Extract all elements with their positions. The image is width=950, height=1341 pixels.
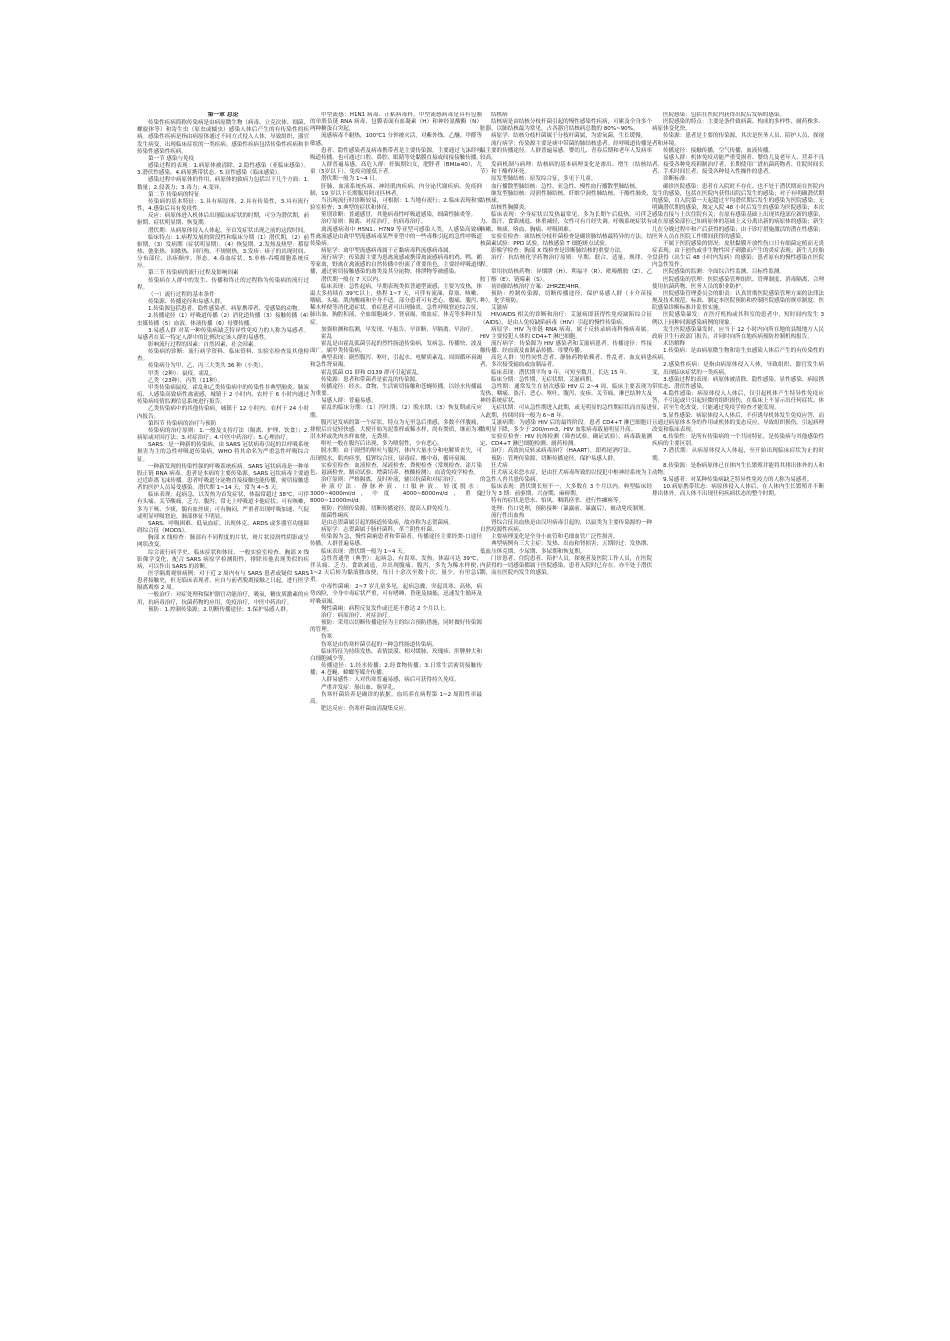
paragraph: 当出现流行时诊断较易，可根据：1.当地有流行；2.临床表现和实验室检查；3.典型的症状和体征。 xyxy=(310,197,482,212)
paragraph: 结核病是由结核分枝杆菌引起的慢性感染性疾病，可累及全身多个脏器，以肺结核最为常见，占各器官结核病总数的 80%~90%。 xyxy=(480,119,652,133)
paragraph: 感染过程的表现：1.病原体被清除。2.隐性感染（亚临床感染）。3.潜伏性感染。4.病原携带状态。5.显性感染（临床感染）。 xyxy=(137,163,309,177)
paragraph: 处理：伤口处理，预防接种（暴露前、暴露后），被动免疫制剂。 xyxy=(491,505,649,512)
column-1-paragraphs xyxy=(137,120,309,614)
paragraph: 1.传染病：是由病原微生物和寄生虫感染人体后产生的有传染性的疾病。 xyxy=(652,348,824,362)
paragraph: 临床表现：起病急，以发热为首发症状，体温常超过 38℃，可伴有头痛、关节酸痛、乏力、腹泻；常无上呼吸道卡他症状；可有咳嗽，多为干咳、少痰，偶有血丝痰；可有胸闷，严重者出现呼吸加速、气促或明显呼吸窘迫。肺部体征不明显。 xyxy=(137,492,309,520)
paragraph: 胸部 X 线检查：肺部有不同程度的片状、斑片状浸润性阴影或呈网状改变。 xyxy=(137,535,309,549)
paragraph: 急性普通型（典型）：起病急，有畏寒、发热，体温可达 39℃，伴头痛、乏力、食欲减退，并出现腹痛、腹泻，多先为稀水样便，1~2 天后转为黏液脓血便，每日十余次至数十次，量少，有里急后重。 xyxy=(310,555,482,584)
paragraph: 流行性出血热 xyxy=(491,512,525,519)
paragraph: 禽流感病毒中 H5N1、H7N9 等亚型可感染人类，人感染高致病性禽流感是由禽甲型流感病毒某些亚型中的一些毒株引起的急性呼吸道传染病。 xyxy=(310,226,482,247)
paragraph: 急性期：通常发生在初次感染 HIV 后 2~4 周，临床主要表现为发热、咽痛、盗汗、恶心、呕吐、腹泻、皮疹、关节痛、淋巴结肿大及神经系统症状。 xyxy=(480,383,652,405)
paragraph: 临床表现：潜伏期平均 9 年，可短至数月，长达 15 年。 xyxy=(491,369,631,376)
paragraph: 治疗原则：隔离、对症治疗，抗病毒治疗。 xyxy=(321,219,427,226)
paragraph: 乙类（23种），丙类（11种）。 xyxy=(148,377,223,384)
paragraph: 治疗原则：严格隔离，及时补液，辅以抗菌和对症治疗。 xyxy=(321,476,460,483)
paragraph: 易感人群：机体免疫功能严重受损者、婴幼儿及老年人、营养不良者、接受各种免疫抑制治疗者、长期使用广谱抗菌药物者、住院时间长者、手术时间长者、接受各种侵入性操作的患者。 xyxy=(652,154,824,176)
paragraph: 中毒性菌痢：2~7 岁儿童多见，起病急骤，突起畏寒、高热，病势凶险，全身中毒症状严重，可有嗜睡、昏迷及抽搐，迅速发生循环及呼吸衰竭。 xyxy=(310,584,482,605)
paragraph: 肥达反应：伤寒杆菌血清凝集反应。 xyxy=(321,705,410,712)
paragraph: 霍乱的临床分期：（1）泻吐期；（2）脱水期；（3）恢复期或反应期。 xyxy=(310,405,482,419)
paragraph: 影像学检查：胸部 X 线检查是诊断肺结核的重要方法。 xyxy=(491,247,626,254)
paragraph: 感染过程中病原体的作用，病原体的致病力包括以下几个方面：1.数量；2.侵袭力；3.毒力；4.变异。 xyxy=(137,177,309,191)
paragraph: 严重并发症：肠出血、肠穿孔。 xyxy=(321,684,399,691)
paragraph: 医院感染暴发：在医疗机构或其科室的患者中，短时间内发生 3 例以上同种同源感染病例的现象。 xyxy=(652,312,824,326)
paragraph: 临床表现：急性起病，早期表现类似普通型流感，主要为发热，体温大多持续在 39℃以上，热程 1~7 天，可伴有流涕、鼻塞、咳嗽、咽痛、头痛、肌肉酸痛和全身不适。部分患者可有恶心、腹痛、腹泻、稀水样便等消化道症状。重症患者可出现肺炎、急性呼吸窘迫综合征、肺出血、胸腔积液、全血细胞减少、肾衰竭、败血症、休克等多种并发症。 xyxy=(310,283,482,326)
paragraph: 典型病例有三大主症：发热、出血和肾损害；五期经过：发热期、低血压休克期、少尿期、多尿期和恢复期。 xyxy=(480,541,652,555)
paragraph: 初治肺结核治疗方案：2HRZE/4HR。 xyxy=(491,283,585,290)
paragraph: 腹泻是发病的第一个症状，特点为无里急后重感，多数不伴腹痛，排便后自觉轻快感。大便开始为泥浆样或稀水样，尚有粪质，继而为米泔水样或洗肉水样血便，无粪质。 xyxy=(310,419,482,441)
paragraph: 第二节 传染病的特征 xyxy=(148,191,200,198)
paragraph: 传染病在人群中的发生、传播和终止的过程称为传染病的流行过程。 xyxy=(137,277,309,291)
paragraph: 医院感染管理委员会的职责：认真贯彻医院感染管理方面的法律法规及技术规范、标准，制定本医院预防和控制医院感染的规章制度、医院感染诊断标准并监督实施。 xyxy=(652,290,824,312)
paragraph: 临床特征为持续发热、表情淡漠、相对缓脉、玫瑰疹、肝脾肿大和白细胞减少等。 xyxy=(310,648,482,662)
paragraph: 治疗：病原治疗、对症治疗。 xyxy=(321,612,394,619)
paragraph: 霍乱是由霍乱弧菌引起的烈性肠道传染病，发病急、传播快、波及面广，属甲类传染病。 xyxy=(310,341,482,355)
paragraph: 传染源为急、慢性菌痢患者和带菌者。传播途径主要经粪-口途径传播。人群普遍易感。 xyxy=(310,534,482,548)
paragraph: 传染病分为甲、乙、丙三大类共 36 种（小类）。 xyxy=(148,363,267,370)
paragraph: 高危人群：男性同性恋者、静脉药物依赖者、性乱者、血友病患者、多次接受输血或血制品者。 xyxy=(480,355,652,369)
paragraph: 流行病学：传染源主要是痰中带菌的肺结核患者。经呼吸道传播是最主要的传播途径。人群普遍易感。婴幼儿、青春后期和老年人发病率较高。 xyxy=(480,140,652,161)
paragraph: 6.传染性：是所有传染病的一个共同特征，是传染病与其他感染性疾病的主要区别。 xyxy=(652,434,824,448)
paragraph: 人群普遍易感。高危人群：妊娠期妇女，肥胖者（BMI≥40），儿童（5岁以下），免疫功能低下者。 xyxy=(310,162,482,176)
paragraph: 狂犬病又名恐水症，是由狂犬病毒所致的以侵犯中枢神经系统为主的急性人兽共患传染病。 xyxy=(480,469,652,483)
paragraph: 常用抗结核药物：异烟肼（H）、利福平（R）、吡嗪酰胺（Z）、乙胺丁醇（E）、链霉素（S）。 xyxy=(480,269,652,283)
paragraph: （一）流行过程的基本条件 xyxy=(148,291,215,298)
paragraph: 临床表现：全身症状以发热最常见，多为长期午后低热，可伴乏力、盗汗、食欲减退、体重减轻，女性可有月经失调。呼吸系统症状有咳嗽、咳痰、咯血、胸痛、呼吸困难。 xyxy=(480,212,652,233)
paragraph: 传染源：患者和带菌者是霍乱的传染源。 xyxy=(321,376,421,383)
paragraph: 医院感染：包括在医院内获得出院后发病的感染。 xyxy=(663,112,785,118)
paragraph: 1.传染源包括患者、隐性感染者、病原携带者、受感染的动物。 xyxy=(148,306,303,313)
paragraph: 3.易感人群 对某一种传染病缺乏特异性免疫力的人称为易感者。易感者在某一特定人群中的比例决定该人群的易感性。 xyxy=(137,327,309,341)
paragraph: 治疗：高效抗反转录病毒治疗（HAART），即鸡尾酒疗法。 xyxy=(491,448,635,455)
paragraph: 5.显性感染：病原体侵入人体后，不但诱导机体发生免疫应答，而且通过病原体本身的作用或机体的变态反应，导致组织损伤，引起病理改变和临床表现。 xyxy=(652,412,824,433)
paragraph: 慢性菌痢：病程反复发作或迁延不愈达 2 个月以上。 xyxy=(321,605,450,612)
paragraph: 传播途径：经水、食物、生活密切接触和苍蝇传播，以经水传播最为重要。 xyxy=(310,383,482,398)
paragraph: HIV/AIDS 相关的诊断和治疗：艾滋病即获得性免疫缺陷综合征（AIDS），是由人免疫缺陷病毒（HIV）引起的慢性传染病。 xyxy=(480,312,652,326)
paragraph: 第四节 传染病的治疗与预防 xyxy=(148,420,217,427)
paragraph: 病原学：结核分枝杆菌属于分枝杆菌属，为需氧菌，生长缓慢。 xyxy=(491,133,647,140)
paragraph: 一般治疗：对症处理和保护器官功能治疗，吸氧，糖皮质激素的应用，抗病毒治疗，抗菌药物的应用，免疫治疗，中医中药治疗。 xyxy=(137,592,309,606)
paragraph: 医院感染的特点：主要是条件致病菌、构成的多样性、耐药株多、病原体变化快。 xyxy=(652,119,824,133)
paragraph: 潜伏期一般为 1~4 日。 xyxy=(321,176,381,183)
paragraph: 主要病理变化是全身小血管和毛细血管广泛性损害。 xyxy=(491,534,619,541)
paragraph: 结核病 xyxy=(491,112,508,118)
paragraph: 结核性胸膜炎。 xyxy=(491,205,530,212)
paragraph: 病原学：志贺菌属于肠杆菌科，革兰阴性杆菌。 xyxy=(321,527,438,534)
paragraph: 狂犬病 xyxy=(491,462,508,469)
paragraph: 细菌性痢疾 xyxy=(321,512,349,519)
paragraph: 影响流行过程的因素：自然因素、社会因素。 xyxy=(148,342,259,348)
paragraph: 发病机制与病理：结核病的基本病理变化是渗出、增生（结核结节）和干酪样坏死。 xyxy=(480,162,652,176)
paragraph: 门诊患者、住院患者、陪护人员，探视者及医院工作人员，在医院内获得的一切感染都属于医院感染，患者入院时已存在、亦不处于潜伏期，而在医院内发生的感染。 xyxy=(480,555,652,576)
paragraph: 一种新发现的传染性强的呼吸系统疾病。SARS 冠状病毒是一种单股正链 RNA 病毒。患者是本病的主要传染源。SARS 冠状病毒主要通过近距离飞沫传播。患者呼吸道分泌物直接接触也能传播，密切接触患者的医护人员易受感染。潜伏期 1~14 天，常为 4~5 天。 xyxy=(137,463,309,492)
paragraph: 临床表现：潜伏期长短不一，大多数在 3 个月以内。典型临床经过分为 3 期：前驱期、兴奋期、麻痹期。 xyxy=(480,484,652,498)
paragraph: SARS、呼吸困难、低氧血症、出现休克、ARDS 或多器官功能障碍综合征（MODS）。 xyxy=(137,520,309,535)
paragraph: 是由志贺菌属引起的肠道传染病，故亦称为志贺菌病。 xyxy=(321,519,455,526)
paragraph: 医学隔离观察病例：对于近 2 周内有与 SARS 患者或疑似 SARS 患者接触史，但无临床表现者，应自与前者脱离接触之日起，进行医学隔离观察 2 周。 xyxy=(137,571,309,592)
paragraph: 病原学：禽甲型流感病毒属于正黏病毒科流感病毒属。 xyxy=(321,247,455,254)
paragraph: 第三节 传染病的流行过程及影响因素 xyxy=(148,270,239,277)
text-column-2 xyxy=(310,112,482,1182)
text-column-4 xyxy=(652,112,824,1182)
paragraph: 甲类（2种）：鼠疫、霍乱。 xyxy=(148,370,216,377)
chapter-title: 第一章 总论 xyxy=(207,112,239,118)
paragraph: 传染源、传播途径和易感人群。 xyxy=(148,299,226,306)
paragraph: 霍乱弧菌 O1 群和 O139 群可引起霍乱。 xyxy=(321,369,423,376)
paragraph: 传染病的诊断：流行病学资料、临床资料、实验室检查及其他检查。 xyxy=(137,349,309,363)
paragraph: 典型表现：剧烈腹泻、呕吐，引起水、电解质紊乱、周围循环衰竭和急性肾衰竭。 xyxy=(310,355,482,369)
paragraph: 临床分期：急性期、无症状期、艾滋病期。 xyxy=(491,376,597,383)
paragraph: 临床特点：1.病程发展的阶段性和临床分期（1）潜伏期，（2）前驱期，（3）发病期（症状明显期），（4）恢复期。2.发热及热型：稽留热、弛张热、间歇热、回归热、不规则热。3.发疹：疹子的出现时间、分布部位、出疹顺序、形态。4.毒血症状。5.单核-吞噬细胞系统反应。 xyxy=(137,234,309,270)
paragraph: 肝肺、血液系统疾病、神经肌肉疾病、内分泌代谢疾病、免疫抑制、19 岁以下长期服用阿司匹林者。 xyxy=(310,183,482,197)
paragraph: 医院感染的监测：全面综合性监测、目标性监测。 xyxy=(663,269,785,276)
paragraph: 乙类传染病中的其他传染病，城镇于 12 小时内、农村于 24 小时内报告。 xyxy=(137,406,309,420)
paragraph: 脱水期：由于剧烈的呕吐与腹泻，体内大量水分和电解质丧失，可出现脱水，肌肉痉挛，低钾综合征，尿毒症、酸中毒，循环衰竭。 xyxy=(310,448,482,462)
paragraph: 特有的症状是恐水、怕风、咽肌痉挛、进行性瘫痪等。 xyxy=(491,498,625,505)
paragraph: 实验室检查：血液检查、尿液检查、粪便检查（常规检查、涂片染色、悬滴检查、制动试验、增菌培养、核酸检测）、血清免疫学检查。 xyxy=(310,462,482,476)
paragraph: 伤寒 xyxy=(321,634,333,641)
paragraph: 传染性疾病简称传染病是由病原微生物（病毒、立克次体、细菌、螺旋体等）和寄生虫（原虫或蠕虫）感染人体后产生的有传染性的疾病。感染性疾病是指由病原体通过不同方式侵入人体，导致组织、器官发生病变，出现临床症状的一类疾病。感染性疾病包括传染性疾病和非传染性感染性疾病。 xyxy=(137,120,309,155)
text-column-1 xyxy=(137,112,309,1182)
paragraph: 7.潜伏期：从病原体侵入人体起，至开始出现临床症状为止的时期。 xyxy=(652,448,824,462)
paragraph: 艾滋病期：为感染 HIV 后的最终阶段。患者 CD4+T 淋巴细胞计数明显下降，多少于 200/mm3，HIV 血浆病毒载量明显升高。 xyxy=(480,419,652,433)
paragraph: 继发型肺结核：浸润性肺结核、纤维空洞性肺结核、干酪性肺炎、结核球。 xyxy=(480,190,652,204)
paragraph: 易感人群：普遍易感。 xyxy=(321,398,377,405)
paragraph: 预防：1.控制传染源；2.切断传播途径；3.保护易感人群。 xyxy=(148,606,292,613)
paragraph: 8.传染源：是指病原体已在体内生长繁殖并能将其排出体外的人和动物。 xyxy=(652,462,824,476)
paragraph: 2.传播途径（1）呼吸道传播（2）消化道传播（3）接触传播（4）虫媒传播（5）血液、体液传播（6）母婴传播。 xyxy=(137,313,309,327)
column-3-paragraphs xyxy=(480,112,652,577)
paragraph: 传播途径：接触传播，空气传播，血液传播。 xyxy=(663,147,774,154)
paragraph: 不属于医院感染的情况：皮肤黏膜开放性伤口只有细菌定植而无炎症表现；由于创伤或非生物性因子刺激而产生的炎症表现；新生儿经胎盘获得（出生后 48 小时内发病）的感染；患者原有的慢性感染在医院内急性发作。 xyxy=(652,240,824,269)
paragraph: 加强检测和监测，早发现、早报告、早诊断、早隔离、早治疗。 xyxy=(321,326,477,333)
column-4-paragraphs xyxy=(652,112,824,498)
paragraph: 预防：采用以切断传播途径为主的综合预防措施，同时做好传染源的管理。 xyxy=(310,620,482,634)
paragraph: 第一节 感染与免疫 xyxy=(148,155,195,162)
paragraph: 9.易感者：对某种传染病缺乏特异性免疫力的人称为易感者。 xyxy=(663,476,813,483)
paragraph: 甲型流感：H1N1 病毒、正粘病毒科，甲型流感病毒是具有包膜的单股负链 RNA 病毒，包膜表面有血凝素（H）和神经氨酸酶（N）两种糖蛋白突起。 xyxy=(310,112,482,133)
paragraph: 潜伏期一般在 7 天以内。 xyxy=(321,276,384,283)
paragraph: 艾滋病 xyxy=(491,305,508,312)
paragraph: 传染病的治疗原则：1.一般及支持疗法（隔离、护理、饮食）；2.病原或对因疗法；3.对症治疗；4.中医中药治疗；5.心理治疗。 xyxy=(137,427,309,442)
paragraph: 临床表现：潜伏期一般为 1~4 天。 xyxy=(321,548,409,555)
paragraph: 人群易感性：人对伤寒普遍易感，病后可获得持久免疫。 xyxy=(321,677,460,684)
paragraph: 2.感染性疾病：是指由病原体侵入人体，导致组织、器官发生病变，出现临床症状的一类疾病。 xyxy=(652,362,824,376)
paragraph: 4.隐性感染：病原体侵入人体后，仅引起机体产生特异性免疫应答，不引起或只引起轻微的组织损伤，在临床上不显示出任何症状、体征，甚至生化改变，只能通过免疫学检查才能发现。 xyxy=(652,391,824,412)
paragraph: 确诊医院感染：患者在入院时不存在、也不处于潜伏期而在医院内发生的感染，包括在医院内获得出院后发生的感染；对于有明确潜伏期的感染，自入院第一天起超过平均潜伏期后发生的感染为医院感染；无明确潜伏期的感染，规定入院 48 小时后发生的感染为医院感染；本次感染直接与上次住院有关；在原有感染基础上出现其他部位新的感染，或在原感染部位已知病原体的基础上又分离出新的病原体的感染；新生儿在分娩过程中和产后获得的感染；由于诊疗措施激活的潜在性感染；医务人员在医院工作期间获得的感染。 xyxy=(652,183,824,240)
paragraph: 肾综合征出血热是由汉坦病毒引起的，以鼠类为主要传染源的一种自然疫源性疾病。 xyxy=(480,519,652,534)
paragraph: 原发型肺结核：原发综合征，多见于儿童。 xyxy=(491,176,597,183)
paragraph: 实验室检查：HIV 抗体检测（筛查试验、确证试验）、病毒载量测定、CD4+T 淋巴细胞检测、耐药检测。 xyxy=(480,434,652,448)
paragraph: 预防：控制传染源，切断传播途径，保护易感人群（卡介苗接种），化学预防。 xyxy=(480,290,652,305)
text-column-3 xyxy=(480,112,652,1182)
paragraph: 呕吐一般在腹泻后出现，多为喷射性，少有恶心。 xyxy=(321,441,443,448)
paragraph: 反应：病原体进入机体后出现临床症状的时期，可分为潜伏期、前驱期、症状明显期、恢复期。 xyxy=(137,213,309,227)
paragraph: 患者、隐性感染者及病毒携带者是主要传染源。主要通过飞沫经呼吸道传播，也可通过口腔、鼻腔、眼睛等处黏膜直接或间接接触传播。 xyxy=(310,147,482,161)
paragraph: 无症状期：可从急性期进入此期，或无明显的急性期症状而直接进入此期，持续时间一般为 6~8 年。 xyxy=(480,405,652,419)
paragraph: 伤寒是由伤寒杆菌引起的一种急性肠道传染病。 xyxy=(321,641,438,648)
paragraph: 血行播散型肺结核：急性、亚急性、慢性血行播散型肺结核。 xyxy=(491,183,641,190)
paragraph: 3.感染过程的表现：病原体被清除、隐性感染、显性感染、病原携带状态、潜伏性感染。 xyxy=(652,376,824,390)
paragraph: SARS：是一种新的传染病，由 SARS 冠状病毒引起的以呼吸系统损害为主的急性呼吸道传染病，WHO 将其命名为严重急性呼吸综合征。 xyxy=(137,442,309,463)
paragraph: 传染病的基本特征：1.具有病原体，2.具有传染性，3.具有流行性，4.感染后具有免疫性。 xyxy=(137,198,309,213)
paragraph: 传播途径：1.经水传播；2.经食物传播；3.日常生活密切接触传播；4.苍蝇、蟑螂等媒介传播。 xyxy=(310,663,482,677)
paragraph: 10.病原携带状态：病原体侵入人体后，在人体内生长繁殖并不断排出体外，而人体不出现任何疾病状态的整个时期。 xyxy=(652,484,824,498)
paragraph: 术语解释 xyxy=(663,341,686,347)
paragraph: 预防：控制传染源，切断传播途径，提高人群免疫力。 xyxy=(321,505,455,512)
paragraph: 鉴别诊断：普通感冒，其他病毒性呼吸道感染，细菌性肺炎等。 xyxy=(321,212,477,219)
paragraph: 霍乱 xyxy=(321,333,333,340)
paragraph: 病原学：HIV 为单链 RNA 病毒，属于反转录病毒科慢病毒属。HIV 主要侵犯人体的 CD4+T 淋巴细胞。 xyxy=(480,326,652,340)
paragraph: 甲类传染病鼠疫、霍乱和乙类传染病中的传染性非典型肺炎、肺炭疽、人感染高致病性禽流感，城镇于 2 小时内、农村于 6 小时内通过传染病疫情监测信息系统进行报告。 xyxy=(137,384,309,406)
paragraph: 实验室检查：痰结核分枝杆菌检查是确诊肺结核最特异的方法。结核菌素试验：PPD 试验，结核感染 T 细胞斑点试验。 xyxy=(480,233,652,247)
paragraph: 伤寒杆菌培养是确诊的依据。血培养在病程第 1~2 周阳性率最高。 xyxy=(310,691,482,705)
paragraph: 补液疗法：静脉补液、口服补液。轻度脱水：3000~4000ml/d，中度 4000~8000ml/d，重度 8000~12000ml/d。 xyxy=(310,484,482,505)
paragraph: 医院感染的管理：医院感染管理组织、管理制度、消毒隔离、合理使用抗菌药物、医务人员的职业防护。 xyxy=(652,276,824,290)
paragraph: 流行病学：传染源主要为患禽流感或携带禽流感病毒的鸡、鸭、鹅等家禽，野禽在禽流感的自然传播中扮演了重要角色。主要经呼吸道传播，通过密切接触感染的禽类及其分泌物、排泄物等被感染。 xyxy=(310,255,482,276)
paragraph: 诊断标准： xyxy=(663,176,691,183)
paragraph: 发生医院感染暴发时，应当于 12 小时内向所在地的县级地方人民政府卫生行政部门报告，并同时向所在地疾病预防控制机构报告。 xyxy=(652,326,824,340)
paragraph: 流行病学：传染源为 HIV 感染者和艾滋病患者。传播途径：性接触传播、经血液及血制品传播、母婴传播。 xyxy=(480,341,652,355)
paragraph: 治疗：抗结核化学药物治疗原则：早期、联合、适量、规律、全程。 xyxy=(480,255,652,269)
column-2-paragraphs xyxy=(310,112,482,713)
paragraph: 综合流行病学史、临床症状和体征、一般实验室检查、胸部 X 线影像学变化，配合 SARS 病原学检测阳性，排除其他表现类似的疾病，可以作出 SARS 的诊断。 xyxy=(137,549,309,570)
paragraph: 流感病毒不耐热，100℃1 分钟被灭活，对紫外线、乙醚、甲醛等敏感。 xyxy=(310,133,482,147)
paragraph: 潜伏期：从病原体侵入人体起，至首发症状出现之前的这段时间。 xyxy=(148,227,309,234)
paragraph: 预防：管理传染源，切断传播途径，保护易感人群。 xyxy=(491,455,619,462)
paragraph: 传染源：患者是主要的传染源，其次是医务人员、陪护人员、探视者和环境。 xyxy=(652,133,824,147)
